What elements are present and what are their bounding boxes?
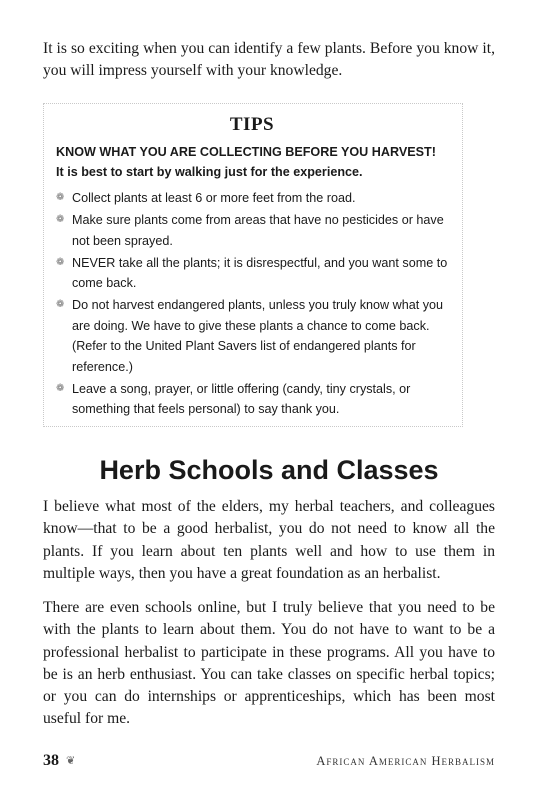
tips-item-text: Do not harvest endangered plants, unless you truly know what you are doing. We have to give these plants a chance to come back. (Refer to the United Plant Savers list of endangered plants for reference.) [72,298,444,374]
flower-bullet-icon: ❁ [56,256,65,268]
tips-list-item [56,253,448,294]
tips-title: TIPS [229,114,275,135]
tips-list-item [56,379,448,420]
page-footer [43,752,495,772]
tips-list [56,188,448,420]
flower-bullet-icon: ❁ [56,299,65,310]
tips-heading-secondary: It is best to start by walking just for the experience. [56,165,363,179]
body-paragraph: There are even schools online, but I truly believe that you need to be with the plants to learn about them. You do not have to want to be a professional herbalist to participate in these programs. All you have to be is an herb enthusiast. You can take classes on specific herbal topics; or you can do internships or apprenticeships, which has been most useful for me. [43,599,495,728]
flower-bullet-icon: ❁ [56,382,65,394]
tips-item-text: NEVER take all the plants; it is disrespectful, and you want some to come back. [72,255,448,290]
intro-paragraph: It is so exciting when you can identify a few plants. Before you know it, you will impress yourself with your knowledge. [43,40,495,80]
flower-bullet-icon: ❁ [56,214,65,225]
tips-item-text: Collect plants at least 6 or more feet from the road. [72,191,356,205]
tips-list-item [56,295,448,377]
flower-bullet-icon: ❁ [56,192,65,203]
page-number: 38 [43,752,59,769]
leaf-ornament-icon: ❦ [66,755,76,767]
running-head: African American Herbalism [316,754,495,768]
tips-heading-primary: KNOW WHAT YOU ARE COLLECTING BEFORE YOU HARVEST! [56,145,436,159]
tips-item-text: Make sure plants come from areas that have no pesticides or have not been sprayed. [72,213,444,248]
section-heading: Herb Schools and Classes [99,455,439,485]
tips-list-item [56,188,448,209]
body-paragraph: I believe what most of the elders, my herbal teachers, and colleagues know—that to be a good herbalist, you do not need to know all the plants. If you learn about ten plants well and how to use them in multiple ways, then you have a great foundation as an herbalist. [43,498,495,582]
tips-item-text: Leave a song, prayer, or little offering (candy, tiny crystals, or something that feels personal) to say thank you. [72,381,411,416]
tips-list-item [56,210,448,251]
tips-box [43,103,463,427]
